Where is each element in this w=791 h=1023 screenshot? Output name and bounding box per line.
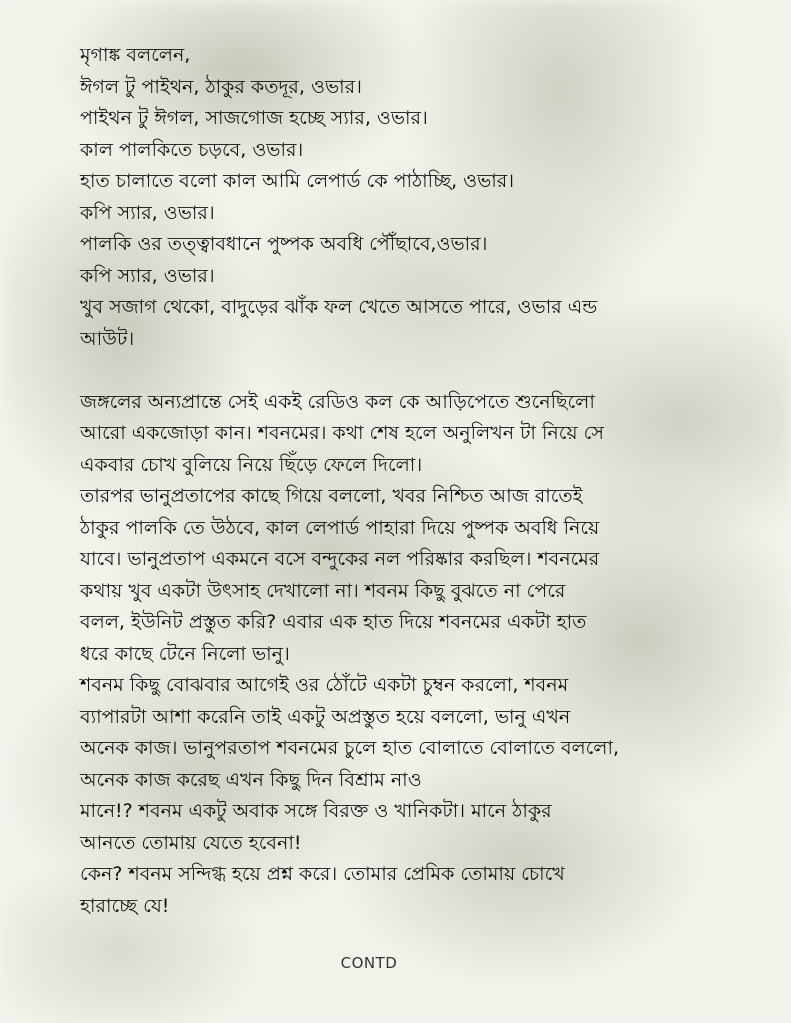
text-line: একবার চোখ বুলিয়ে নিয়ে ছিঁড়ে ফেলে দিলো। [80, 453, 423, 476]
paragraph-gap [80, 355, 710, 387]
text-line: জঙ্গলের অন্যপ্রান্তে সেই একই রেডিও কল কে আড়িপেতে শুনেছিলো [80, 390, 595, 413]
text-line: কপি স্যার, ওভার। [80, 264, 215, 287]
text-line: খুব সজাগ থেকো, বাদুড়ের ঝাঁক ফল খেতে আসতে পারে, ওভার এন্ড [80, 296, 598, 318]
text-line: কাল পালকিতে চড়বে, ওভার। [80, 138, 304, 161]
text-line: আনতে তোমায় যেতে হবেনা! [80, 831, 302, 854]
text-line: হাত চালাতে বলো কাল আমি লেপার্ড কে পাঠাচ্ছি, ওভার। [80, 170, 515, 192]
text-line: শবনম কিছু বোঝবার আগেই ওর ঠোঁটে একটা চুম্বন করলো, শবনম [80, 674, 569, 696]
continued-label: CONTD [340, 954, 398, 972]
text-line: অনেক কাজ। ভানুপরতাপ শবনমের চুলে হাত বোলাতে বোলাতে বললো, [80, 737, 620, 759]
text-line: আউট। [80, 327, 135, 350]
text-line: আরো একজোড়া কান। শবনমের। কথা শেষ হলে অনুলিখন টা নিয়ে সে [80, 422, 604, 444]
text-line: অনেক কাজ করেছ এখন কিছু দিন বিশ্রাম নাও [80, 768, 422, 791]
text-line: ব্যাপারটা আশা করেনি তাই একটু অপ্রস্তুত হয়ে বললো, ভানু এখন [80, 705, 571, 728]
text-line: ঠাকুর পালকি তে উঠবে, কাল লেপার্ড পাহারা দিয়ে পুষ্পক অবধি নিয়ে [80, 516, 600, 539]
text-line: পালকি ওর তত্ত্বাবধানে পুষ্পক অবধি পৌঁছাবে,ওভার। [80, 233, 488, 255]
text-line: কপি স্যার, ওভার। [80, 201, 215, 224]
text-line: বলল, ইউনিট প্রস্তুত করি? এবার এক হাত দিয়ে শবনমের একটা হাত [80, 611, 587, 633]
text-line: ঈগল টু পাইথন, ঠাকুর কতদূর, ওভার। [80, 75, 362, 98]
text-line: হারাচ্ছে যে! [80, 894, 170, 917]
text-line: তারপর ভানুপ্রতাপের কাছে গিয়ে বললো, খবর নিশ্চিত আজ রাতেই [80, 485, 583, 507]
text-line: কেন? শবনম সন্দিগ্ধ হয়ে প্রশ্ন করে। তোমার প্রেমিক তোমায় চোখে [80, 863, 565, 885]
text-line: পাইথন টু ঈগল, সাজগোজ হচ্ছে স্যার, ওভার। [80, 107, 428, 129]
text-line: মানে!? শবনম একটু অবাক সঙ্গে বিরক্ত ও খানিকটা। মানে ঠাকুর [80, 800, 552, 822]
text-line: মৃগাঙ্ক বললেন, [80, 44, 191, 66]
text-line: কথায় খুব একটা উৎসাহ দেখালো না। শবনম কিছু বুঝতে না পেরে [80, 579, 566, 602]
story-text [80, 40, 710, 922]
text-line: যাবে। ভানুপ্রতাপ একমনে বসে বন্দুকের নল পরিষ্কার করছিল। শবনমের [80, 548, 600, 570]
text-line: ধরে কাছে টেনে নিলো ভানু। [80, 642, 290, 665]
